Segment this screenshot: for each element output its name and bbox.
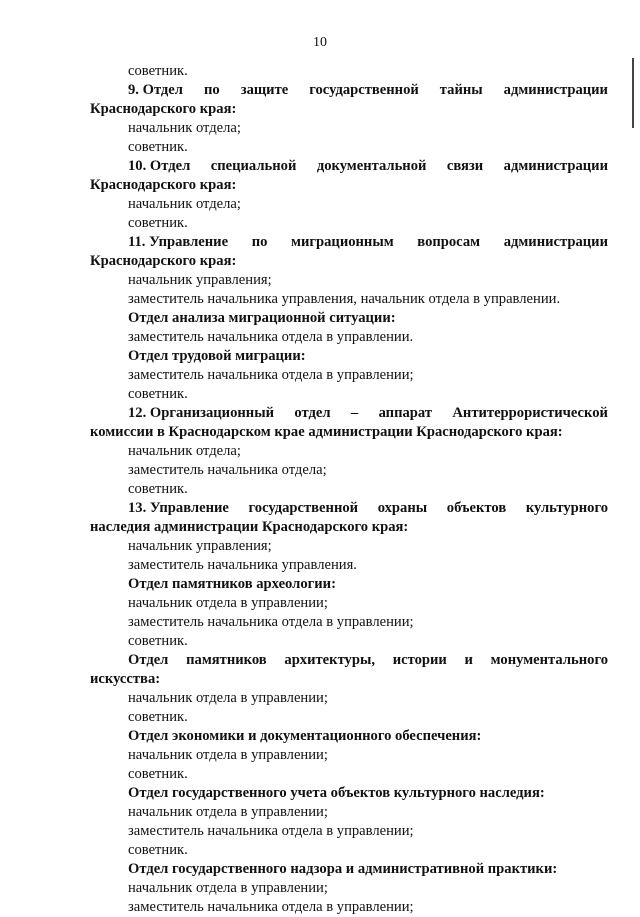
section-heading: [90, 651, 608, 670]
position-item: заместитель начальника управления.: [128, 557, 357, 573]
heading-word: по: [251, 234, 268, 250]
section-heading: [90, 157, 608, 176]
heading-word: охраны: [377, 500, 428, 516]
position-item: заместитель начальника отдела в управлении;: [128, 614, 414, 630]
section-heading: [90, 499, 608, 518]
position-item: заместитель начальника управления, начальник отдела в управлении.: [128, 291, 561, 307]
page-number: 10: [313, 35, 327, 50]
heading-word: 12. Организационный: [128, 405, 274, 421]
heading-word: специальной: [210, 158, 297, 174]
heading-word: Отдел: [128, 652, 169, 668]
heading-word: государственной: [309, 82, 419, 98]
position-item: советник.: [128, 842, 188, 858]
section-heading: [90, 233, 608, 252]
position-item: начальник отдела;: [128, 443, 241, 459]
heading-word: объектов: [446, 500, 507, 516]
position-item: советник.: [128, 766, 188, 782]
position-item: советник.: [128, 139, 188, 155]
heading-word: 11. Управление: [128, 234, 229, 250]
heading-word: истории: [392, 652, 447, 668]
position-item: начальник управления;: [128, 538, 272, 554]
position-item: заместитель начальника отдела в управлении;: [128, 367, 414, 383]
heading-word: культурного: [525, 500, 608, 516]
heading-word: Антитеррористической: [452, 405, 608, 421]
subsection-heading: Отдел экономики и документационного обеспечения:: [128, 728, 482, 744]
position-item: начальник отдела в управлении;: [128, 595, 328, 611]
position-item: начальник отдела;: [128, 196, 241, 212]
heading-word: 9. Отдел: [128, 82, 183, 98]
heading-word: вопросам: [417, 234, 481, 250]
subsection-heading: Отдел государственного надзора и административной практики:: [128, 861, 558, 877]
scan-edge-mark: [632, 58, 634, 128]
position-item: советник.: [128, 63, 188, 79]
heading-word: отдел: [294, 405, 331, 421]
subsection-heading: Отдел анализа миграционной ситуации:: [128, 310, 396, 326]
heading-word: связи: [446, 158, 484, 174]
section-heading-continuation: комиссии в Краснодарском крае администрации Краснодарского края:: [90, 424, 563, 440]
subsection-heading: Отдел трудовой миграции:: [128, 348, 306, 364]
position-item: советник.: [128, 386, 188, 402]
heading-word: монументального: [490, 652, 608, 668]
section-heading-continuation: Краснодарского края:: [90, 177, 237, 193]
heading-word: администрации: [503, 234, 608, 250]
section-heading: [90, 81, 608, 100]
position-item: советник.: [128, 481, 188, 497]
heading-word: аппарат: [378, 405, 432, 421]
position-item: начальник отдела в управлении;: [128, 804, 328, 820]
heading-word: 10. Отдел: [128, 158, 191, 174]
heading-word: по: [203, 82, 220, 98]
position-item: советник.: [128, 215, 188, 231]
heading-word: государственной: [248, 500, 359, 516]
heading-word: и: [464, 652, 473, 668]
position-item: начальник управления;: [128, 272, 272, 288]
position-item: советник.: [128, 709, 188, 725]
position-item: заместитель начальника отдела в управлении.: [128, 329, 414, 345]
heading-word: документальной: [316, 158, 427, 174]
document-body: [90, 62, 608, 917]
position-item: начальник отдела в управлении;: [128, 747, 328, 763]
position-item: начальник отдела в управлении;: [128, 880, 328, 896]
section-heading-continuation: Краснодарского края:: [90, 101, 237, 117]
position-item: заместитель начальника отдела в управлении;: [128, 823, 414, 839]
heading-word: памятников: [186, 652, 267, 668]
subsection-heading: Отдел государственного учета объектов культурного наследия:: [128, 785, 545, 801]
heading-word: 13. Управление: [128, 500, 229, 516]
position-item: советник.: [128, 633, 188, 649]
heading-word: администрации: [503, 158, 608, 174]
heading-word: тайны: [439, 82, 483, 98]
heading-word: –: [350, 405, 359, 421]
section-heading-continuation: наследия администрации Краснодарского края:: [90, 519, 409, 535]
section-heading: [90, 404, 608, 423]
heading-word: миграционным: [291, 234, 394, 250]
position-item: начальник отдела;: [128, 120, 241, 136]
position-item: начальник отдела в управлении;: [128, 690, 328, 706]
position-item: заместитель начальника отдела в управлении;: [128, 899, 414, 915]
subsection-heading: Отдел памятников археологии:: [128, 576, 336, 592]
section-heading-continuation: Краснодарского края:: [90, 253, 237, 269]
position-item: заместитель начальника отдела;: [128, 462, 327, 478]
heading-word: администрации: [503, 82, 608, 98]
section-heading-continuation: искусства:: [90, 671, 161, 687]
heading-word: архитектуры,: [284, 652, 375, 668]
heading-word: защите: [240, 82, 289, 98]
